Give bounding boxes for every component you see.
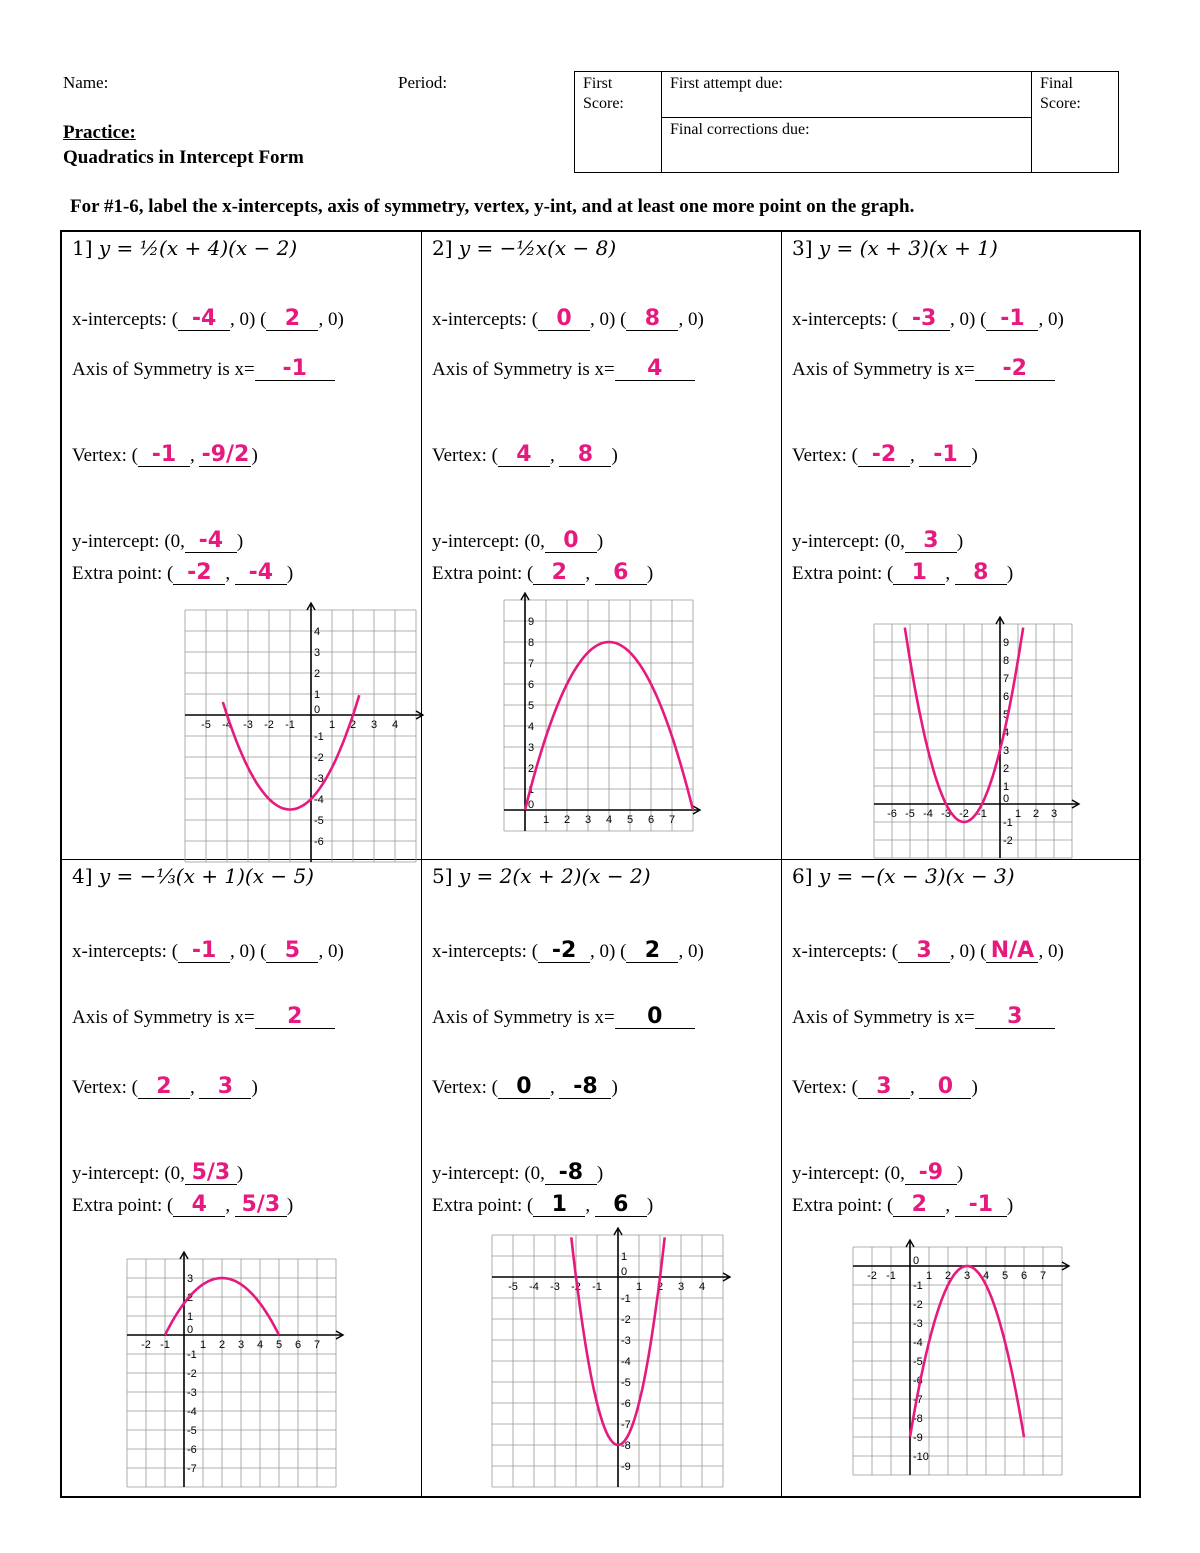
svg-text:-6: -6 bbox=[314, 836, 324, 848]
svg-text:6: 6 bbox=[1020, 1270, 1028, 1282]
x-intercept-1-answer[interactable]: -2 bbox=[538, 940, 590, 963]
svg-text:6: 6 bbox=[528, 679, 535, 691]
problem-equation: 1] y = ½(x + 4)(x − 2) bbox=[72, 236, 298, 260]
svg-text:1: 1 bbox=[1003, 781, 1010, 793]
svg-text:-1: -1 bbox=[285, 719, 295, 731]
page-title: Quadratics in Intercept Form bbox=[63, 147, 304, 168]
svg-text:5: 5 bbox=[626, 814, 634, 826]
x-intercept-2-answer[interactable]: N/A bbox=[986, 940, 1038, 963]
svg-text:1: 1 bbox=[635, 1281, 643, 1293]
vertex-y-answer[interactable]: 8 bbox=[559, 444, 611, 467]
x-intercept-1-answer[interactable]: 3 bbox=[898, 940, 950, 963]
svg-text:-5: -5 bbox=[508, 1281, 518, 1293]
svg-text:3: 3 bbox=[237, 1339, 245, 1351]
svg-text:3: 3 bbox=[528, 742, 535, 754]
vertex-y-answer[interactable]: -9/2 bbox=[199, 444, 251, 467]
svg-text:2: 2 bbox=[528, 763, 535, 775]
svg-text:-1: -1 bbox=[621, 1293, 631, 1305]
svg-text:-6: -6 bbox=[887, 808, 897, 820]
coordinate-grid-1 bbox=[124, 612, 399, 862]
svg-text:-4: -4 bbox=[222, 719, 232, 731]
svg-text:-1: -1 bbox=[592, 1281, 602, 1293]
svg-text:-1: -1 bbox=[913, 1280, 923, 1292]
final-score-box[interactable] bbox=[1031, 71, 1119, 173]
svg-text:3: 3 bbox=[963, 1270, 971, 1282]
svg-text:-2: -2 bbox=[264, 719, 274, 731]
problem-cell-3 bbox=[782, 232, 1139, 860]
svg-text:-2: -2 bbox=[571, 1281, 581, 1293]
x-intercept-2-answer[interactable]: 2 bbox=[626, 940, 678, 963]
x-intercepts-line: x-intercepts: ( -3 , 0) ( -1 , 0) bbox=[792, 306, 1064, 331]
svg-text:-4: -4 bbox=[314, 794, 324, 806]
svg-text:2: 2 bbox=[944, 1270, 952, 1282]
svg-text:-9: -9 bbox=[621, 1461, 631, 1473]
x-intercept-2-answer[interactable]: 5 bbox=[266, 940, 318, 963]
svg-text:5: 5 bbox=[528, 700, 535, 712]
axis-answer[interactable]: 3 bbox=[975, 1006, 1055, 1029]
svg-text:-6: -6 bbox=[913, 1375, 923, 1387]
svg-text:1: 1 bbox=[1014, 808, 1022, 820]
axis-line: Axis of Symmetry is x= -2 bbox=[792, 358, 1055, 381]
extra-y-answer[interactable]: 8 bbox=[955, 562, 1007, 585]
svg-text:-2: -2 bbox=[959, 808, 969, 820]
svg-text:3: 3 bbox=[370, 719, 378, 731]
svg-text:4: 4 bbox=[256, 1339, 264, 1351]
svg-text:-5: -5 bbox=[314, 815, 324, 827]
problem-grid bbox=[60, 230, 1141, 1498]
coordinate-grid-6 bbox=[842, 1242, 1082, 1492]
svg-text:-4: -4 bbox=[913, 1337, 923, 1349]
vertex-x-answer[interactable]: 3 bbox=[858, 1076, 910, 1099]
x-intercepts-line: x-intercepts: ( 0 , 0) ( 8 , 0) bbox=[432, 306, 704, 331]
vertex-line: Vertex: ( 3 , 0 ) bbox=[792, 1074, 978, 1099]
svg-text:-1: -1 bbox=[187, 1349, 197, 1361]
y-intercept-line: y-intercept: (0, 0 ) bbox=[432, 528, 604, 553]
svg-text:5: 5 bbox=[1003, 709, 1010, 721]
axis-answer[interactable]: 0 bbox=[615, 1006, 695, 1029]
svg-text:7: 7 bbox=[528, 658, 535, 670]
y-intercept-answer[interactable]: -8 bbox=[545, 1162, 597, 1185]
svg-text:0: 0 bbox=[314, 704, 321, 716]
extra-y-answer[interactable]: 5/3 bbox=[235, 1194, 287, 1217]
extra-point-line: Extra point: ( 2 , 6 ) bbox=[432, 560, 654, 585]
svg-text:-2: -2 bbox=[621, 1314, 631, 1326]
final-corrections-label: Final corrections due: bbox=[670, 121, 810, 138]
axis-answer[interactable]: 4 bbox=[615, 358, 695, 381]
final-corrections-box[interactable] bbox=[661, 117, 1032, 173]
svg-text:0: 0 bbox=[528, 799, 535, 811]
svg-text:3: 3 bbox=[187, 1273, 194, 1285]
problem-cell-2 bbox=[422, 232, 782, 860]
instructions: For #1-6, label the x-intercepts, axis of symmetry, vertex, y-int, and at least one more point on the graph. bbox=[70, 196, 915, 217]
vertex-y-answer[interactable]: 3 bbox=[199, 1076, 251, 1099]
y-intercept-line: y-intercept: (0, 5/3 ) bbox=[72, 1160, 244, 1185]
svg-text:1: 1 bbox=[328, 719, 336, 731]
svg-text:-5: -5 bbox=[913, 1356, 923, 1368]
svg-text:-5: -5 bbox=[201, 719, 211, 731]
svg-text:7: 7 bbox=[1003, 673, 1010, 685]
svg-text:4: 4 bbox=[314, 626, 321, 638]
vertex-x-answer[interactable]: -1 bbox=[138, 444, 190, 467]
svg-text:-2: -2 bbox=[1003, 835, 1013, 847]
svg-text:-4: -4 bbox=[187, 1406, 197, 1418]
axis-answer[interactable]: 2 bbox=[255, 1006, 335, 1029]
svg-text:-6: -6 bbox=[621, 1398, 631, 1410]
svg-text:9: 9 bbox=[528, 616, 535, 628]
x-intercepts-line: x-intercepts: ( 3 , 0) ( N/A , 0) bbox=[792, 938, 1064, 963]
title-practice: Practice: bbox=[63, 122, 136, 143]
axis-answer[interactable]: -2 bbox=[975, 358, 1055, 381]
svg-text:1: 1 bbox=[314, 689, 321, 701]
parabola-curve bbox=[223, 695, 359, 809]
first-score-box[interactable] bbox=[574, 71, 662, 173]
x-intercept-2-answer[interactable]: 8 bbox=[626, 308, 678, 331]
svg-text:0: 0 bbox=[621, 1266, 628, 1278]
svg-text:3: 3 bbox=[1003, 745, 1010, 757]
svg-text:-3: -3 bbox=[314, 773, 324, 785]
y-intercept-line: y-intercept: (0, 3 ) bbox=[792, 528, 964, 553]
y-intercept-line: y-intercept: (0, -8 ) bbox=[432, 1160, 604, 1185]
svg-text:-1: -1 bbox=[314, 731, 324, 743]
svg-text:-3: -3 bbox=[941, 808, 951, 820]
svg-text:-3: -3 bbox=[550, 1281, 560, 1293]
vertex-x-answer[interactable]: 2 bbox=[138, 1076, 190, 1099]
axis-line: Axis of Symmetry is x= 2 bbox=[72, 1006, 335, 1029]
y-intercept-answer[interactable]: -4 bbox=[185, 530, 237, 553]
svg-text:-1: -1 bbox=[160, 1339, 170, 1351]
svg-text:1: 1 bbox=[187, 1311, 194, 1323]
vertex-line: Vertex: ( -2 , -1 ) bbox=[792, 442, 978, 467]
extra-y-answer[interactable]: 6 bbox=[595, 562, 647, 585]
svg-text:1: 1 bbox=[528, 784, 535, 796]
svg-text:8: 8 bbox=[528, 637, 535, 649]
extra-point-line: Extra point: ( 1 , 6 ) bbox=[432, 1192, 654, 1217]
svg-text:2: 2 bbox=[349, 719, 357, 731]
svg-text:2: 2 bbox=[218, 1339, 226, 1351]
vertex-line: Vertex: ( 4 , 8 ) bbox=[432, 442, 618, 467]
extra-x-answer[interactable]: 1 bbox=[893, 562, 945, 585]
problem-equation: 5] y = 2(x + 2)(x − 2) bbox=[432, 864, 651, 888]
axis-answer[interactable]: -1 bbox=[255, 358, 335, 381]
vertex-line: Vertex: ( 2 , 3 ) bbox=[72, 1074, 258, 1099]
svg-text:6: 6 bbox=[294, 1339, 302, 1351]
svg-text:-2: -2 bbox=[141, 1339, 151, 1351]
svg-text:-7: -7 bbox=[187, 1463, 197, 1475]
svg-text:2: 2 bbox=[314, 668, 321, 680]
svg-text:0: 0 bbox=[913, 1255, 920, 1267]
coordinate-grid-2 bbox=[484, 612, 724, 862]
svg-text:-4: -4 bbox=[529, 1281, 539, 1293]
x-intercepts-line: x-intercepts: ( -1 , 0) ( 5 , 0) bbox=[72, 938, 344, 963]
svg-text:2: 2 bbox=[1003, 763, 1010, 775]
svg-text:6: 6 bbox=[1003, 691, 1010, 703]
svg-text:-3: -3 bbox=[187, 1387, 197, 1399]
svg-text:-2: -2 bbox=[913, 1299, 923, 1311]
x-intercepts-line: x-intercepts: ( -2 , 0) ( 2 , 0) bbox=[432, 938, 704, 963]
x-intercept-1-answer[interactable]: -3 bbox=[898, 308, 950, 331]
svg-text:7: 7 bbox=[1039, 1270, 1047, 1282]
svg-text:2: 2 bbox=[1032, 808, 1040, 820]
axis-line: Axis of Symmetry is x= -1 bbox=[72, 358, 335, 381]
extra-x-answer[interactable]: 4 bbox=[173, 1194, 225, 1217]
x-intercepts-line: x-intercepts: ( -4 , 0) ( 2 , 0) bbox=[72, 306, 344, 331]
svg-text:1: 1 bbox=[542, 814, 550, 826]
vertex-y-answer[interactable]: -1 bbox=[919, 444, 971, 467]
first-score-label: First Score: bbox=[583, 75, 624, 112]
problem-cell-4 bbox=[62, 860, 422, 1496]
svg-text:-10: -10 bbox=[913, 1451, 929, 1463]
first-attempt-box[interactable] bbox=[661, 71, 1032, 118]
x-intercept-1-answer[interactable]: -1 bbox=[178, 940, 230, 963]
period-label: Period: bbox=[398, 73, 448, 92]
svg-text:2: 2 bbox=[187, 1292, 194, 1304]
final-score-label: Final Score: bbox=[1040, 75, 1081, 112]
svg-text:-4: -4 bbox=[621, 1356, 631, 1368]
svg-text:-3: -3 bbox=[243, 719, 253, 731]
svg-text:-1: -1 bbox=[1003, 817, 1013, 829]
extra-x-answer[interactable]: -2 bbox=[173, 562, 225, 585]
svg-text:1: 1 bbox=[621, 1251, 628, 1263]
coordinate-grid-5 bbox=[482, 1242, 722, 1492]
svg-text:2: 2 bbox=[656, 1281, 664, 1293]
y-intercept-line: y-intercept: (0, -9 ) bbox=[792, 1160, 964, 1185]
svg-text:-3: -3 bbox=[913, 1318, 923, 1330]
y-intercept-answer[interactable]: 0 bbox=[545, 530, 597, 553]
axis-line: Axis of Symmetry is x= 0 bbox=[432, 1006, 695, 1029]
svg-text:9: 9 bbox=[1003, 637, 1010, 649]
y-intercept-line: y-intercept: (0, -4 ) bbox=[72, 528, 244, 553]
svg-text:4: 4 bbox=[1003, 727, 1010, 739]
svg-text:6: 6 bbox=[647, 814, 655, 826]
x-intercept-1-answer[interactable]: -4 bbox=[178, 308, 230, 331]
extra-point-line: Extra point: ( 1 , 8 ) bbox=[792, 560, 1014, 585]
x-intercept-1-answer[interactable]: 0 bbox=[538, 308, 590, 331]
extra-y-answer[interactable]: -4 bbox=[235, 562, 287, 585]
extra-point-line: Extra point: ( -2 , -4 ) bbox=[72, 560, 294, 585]
name-label: Name: bbox=[63, 73, 109, 92]
coordinate-grid-4 bbox=[122, 1242, 362, 1492]
axis-line: Axis of Symmetry is x= 4 bbox=[432, 358, 695, 381]
svg-text:-7: -7 bbox=[913, 1394, 923, 1406]
svg-text:5: 5 bbox=[275, 1339, 283, 1351]
svg-text:-4: -4 bbox=[923, 808, 933, 820]
svg-text:5: 5 bbox=[1001, 1270, 1009, 1282]
problem-cell-5 bbox=[422, 860, 782, 1496]
svg-text:4: 4 bbox=[605, 814, 613, 826]
y-intercept-answer[interactable]: 3 bbox=[905, 530, 957, 553]
problem-cell-6 bbox=[782, 860, 1139, 1496]
svg-text:7: 7 bbox=[668, 814, 676, 826]
x-intercept-2-answer[interactable]: -1 bbox=[986, 308, 1038, 331]
extra-point-line: Extra point: ( 4 , 5/3 ) bbox=[72, 1192, 294, 1217]
svg-text:3: 3 bbox=[584, 814, 592, 826]
problem-equation: 6] y = −(x − 3)(x − 3) bbox=[792, 864, 1015, 888]
x-intercept-2-answer[interactable]: 2 bbox=[266, 308, 318, 331]
axis-line: Axis of Symmetry is x= 3 bbox=[792, 1006, 1055, 1029]
svg-text:4: 4 bbox=[698, 1281, 706, 1293]
svg-text:4: 4 bbox=[982, 1270, 990, 1282]
svg-text:3: 3 bbox=[1050, 808, 1058, 820]
vertex-x-answer[interactable]: 4 bbox=[498, 444, 550, 467]
problem-equation: 4] y = −⅓(x + 1)(x − 5) bbox=[72, 864, 314, 888]
svg-text:-5: -5 bbox=[621, 1377, 631, 1389]
svg-text:-2: -2 bbox=[314, 752, 324, 764]
problem-equation: 2] y = −½x(x − 8) bbox=[432, 236, 617, 260]
svg-text:4: 4 bbox=[391, 719, 399, 731]
vertex-y-answer[interactable]: 0 bbox=[919, 1076, 971, 1099]
svg-text:-8: -8 bbox=[621, 1440, 631, 1452]
problem-cell-1 bbox=[62, 232, 422, 860]
svg-text:-2: -2 bbox=[867, 1270, 877, 1282]
extra-y-answer[interactable]: -1 bbox=[955, 1194, 1007, 1217]
svg-text:-8: -8 bbox=[913, 1413, 923, 1425]
svg-text:1: 1 bbox=[199, 1339, 207, 1351]
y-intercept-answer[interactable]: 5/3 bbox=[185, 1162, 237, 1185]
svg-text:-7: -7 bbox=[621, 1419, 631, 1431]
svg-text:-2: -2 bbox=[187, 1368, 197, 1380]
svg-text:-1: -1 bbox=[977, 808, 987, 820]
vertex-line: Vertex: ( -1 , -9/2 ) bbox=[72, 442, 258, 467]
svg-text:3: 3 bbox=[677, 1281, 685, 1293]
svg-text:-6: -6 bbox=[187, 1444, 197, 1456]
extra-x-answer[interactable]: 1 bbox=[533, 1194, 585, 1217]
y-intercept-answer[interactable]: -9 bbox=[905, 1162, 957, 1185]
vertex-line: Vertex: ( 0 , -8 ) bbox=[432, 1074, 618, 1099]
svg-text:-5: -5 bbox=[905, 808, 915, 820]
svg-text:-9: -9 bbox=[913, 1432, 923, 1444]
extra-y-answer[interactable]: 6 bbox=[595, 1194, 647, 1217]
coordinate-grid-3 bbox=[837, 604, 1077, 854]
svg-text:2: 2 bbox=[563, 814, 571, 826]
extra-x-answer[interactable]: 2 bbox=[893, 1194, 945, 1217]
extra-x-answer[interactable]: 2 bbox=[533, 562, 585, 585]
svg-text:-3: -3 bbox=[621, 1335, 631, 1347]
svg-text:0: 0 bbox=[187, 1324, 194, 1336]
svg-text:7: 7 bbox=[313, 1339, 321, 1351]
svg-text:8: 8 bbox=[1003, 655, 1010, 667]
problem-equation: 3] y = (x + 3)(x + 1) bbox=[792, 236, 998, 260]
vertex-y-answer[interactable]: -8 bbox=[559, 1076, 611, 1099]
extra-point-line: Extra point: ( 2 , -1 ) bbox=[792, 1192, 1014, 1217]
svg-text:3: 3 bbox=[314, 647, 321, 659]
vertex-x-answer[interactable]: 0 bbox=[498, 1076, 550, 1099]
svg-text:0: 0 bbox=[1003, 793, 1010, 805]
first-attempt-label: First attempt due: bbox=[670, 75, 783, 92]
vertex-x-answer[interactable]: -2 bbox=[858, 444, 910, 467]
svg-text:-5: -5 bbox=[187, 1425, 197, 1437]
svg-text:1: 1 bbox=[925, 1270, 933, 1282]
svg-text:4: 4 bbox=[528, 721, 535, 733]
svg-text:-1: -1 bbox=[886, 1270, 896, 1282]
